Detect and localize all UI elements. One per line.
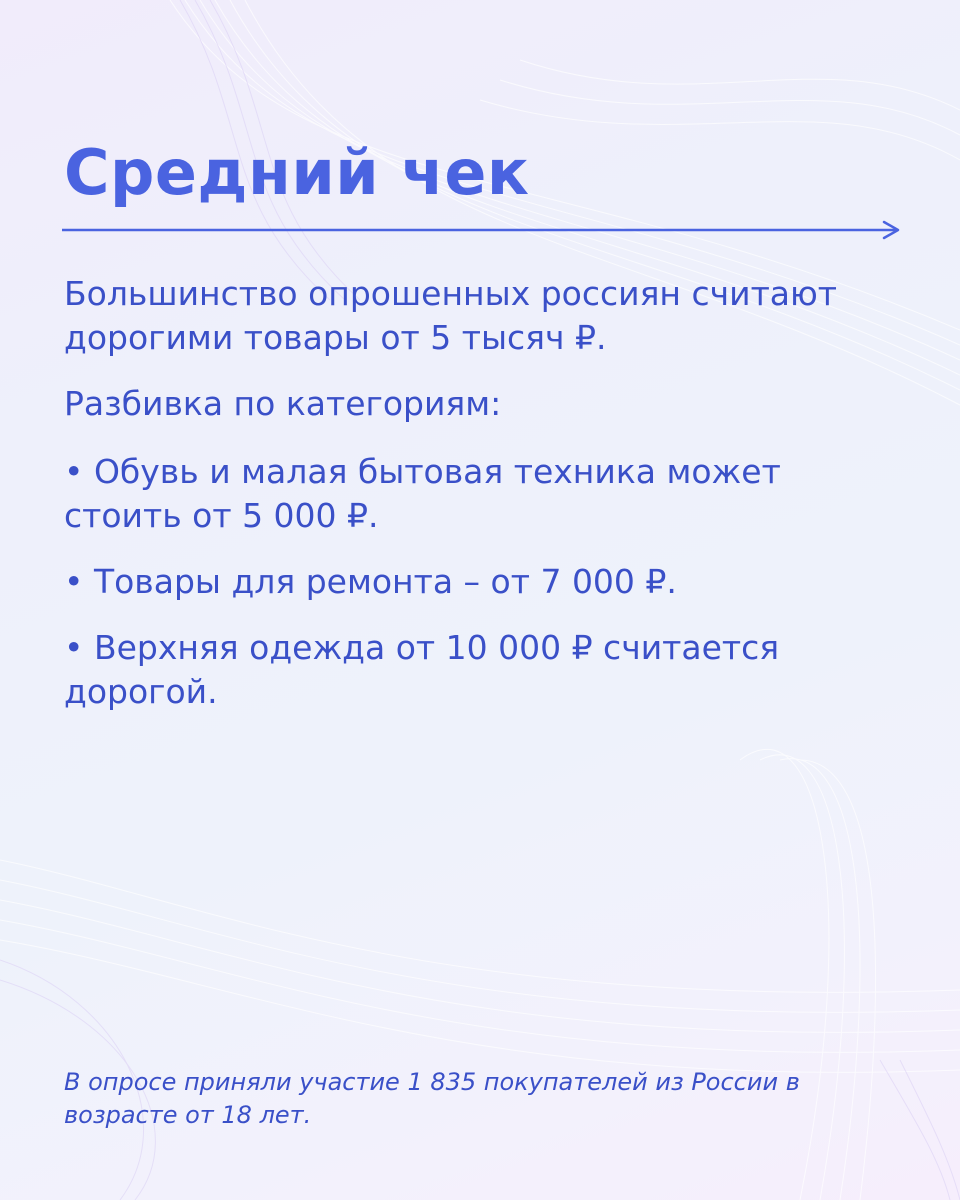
arrow-right-icon xyxy=(62,220,902,240)
page-title: Средний чек xyxy=(64,136,530,209)
bullet-item-outerwear: • Верхняя одежда от 10 000 ₽ считается дорогой. xyxy=(64,628,780,711)
survey-footnote: В опросе приняли участие 1 835 покупателей из России в возрасте от 18 лет. xyxy=(64,1068,800,1129)
lead-paragraph: Большинство опрошенных россиян считают дорогими товары от 5 тысяч ₽. xyxy=(64,274,838,357)
bullet-item-shoes: • Обувь и малая бытовая техника может стоить от 5 000 ₽. xyxy=(64,452,781,535)
categories-label: Разбивка по категориям: xyxy=(64,384,502,423)
bullet-item-repair: • Товары для ремонта – от 7 000 ₽. xyxy=(64,562,677,601)
